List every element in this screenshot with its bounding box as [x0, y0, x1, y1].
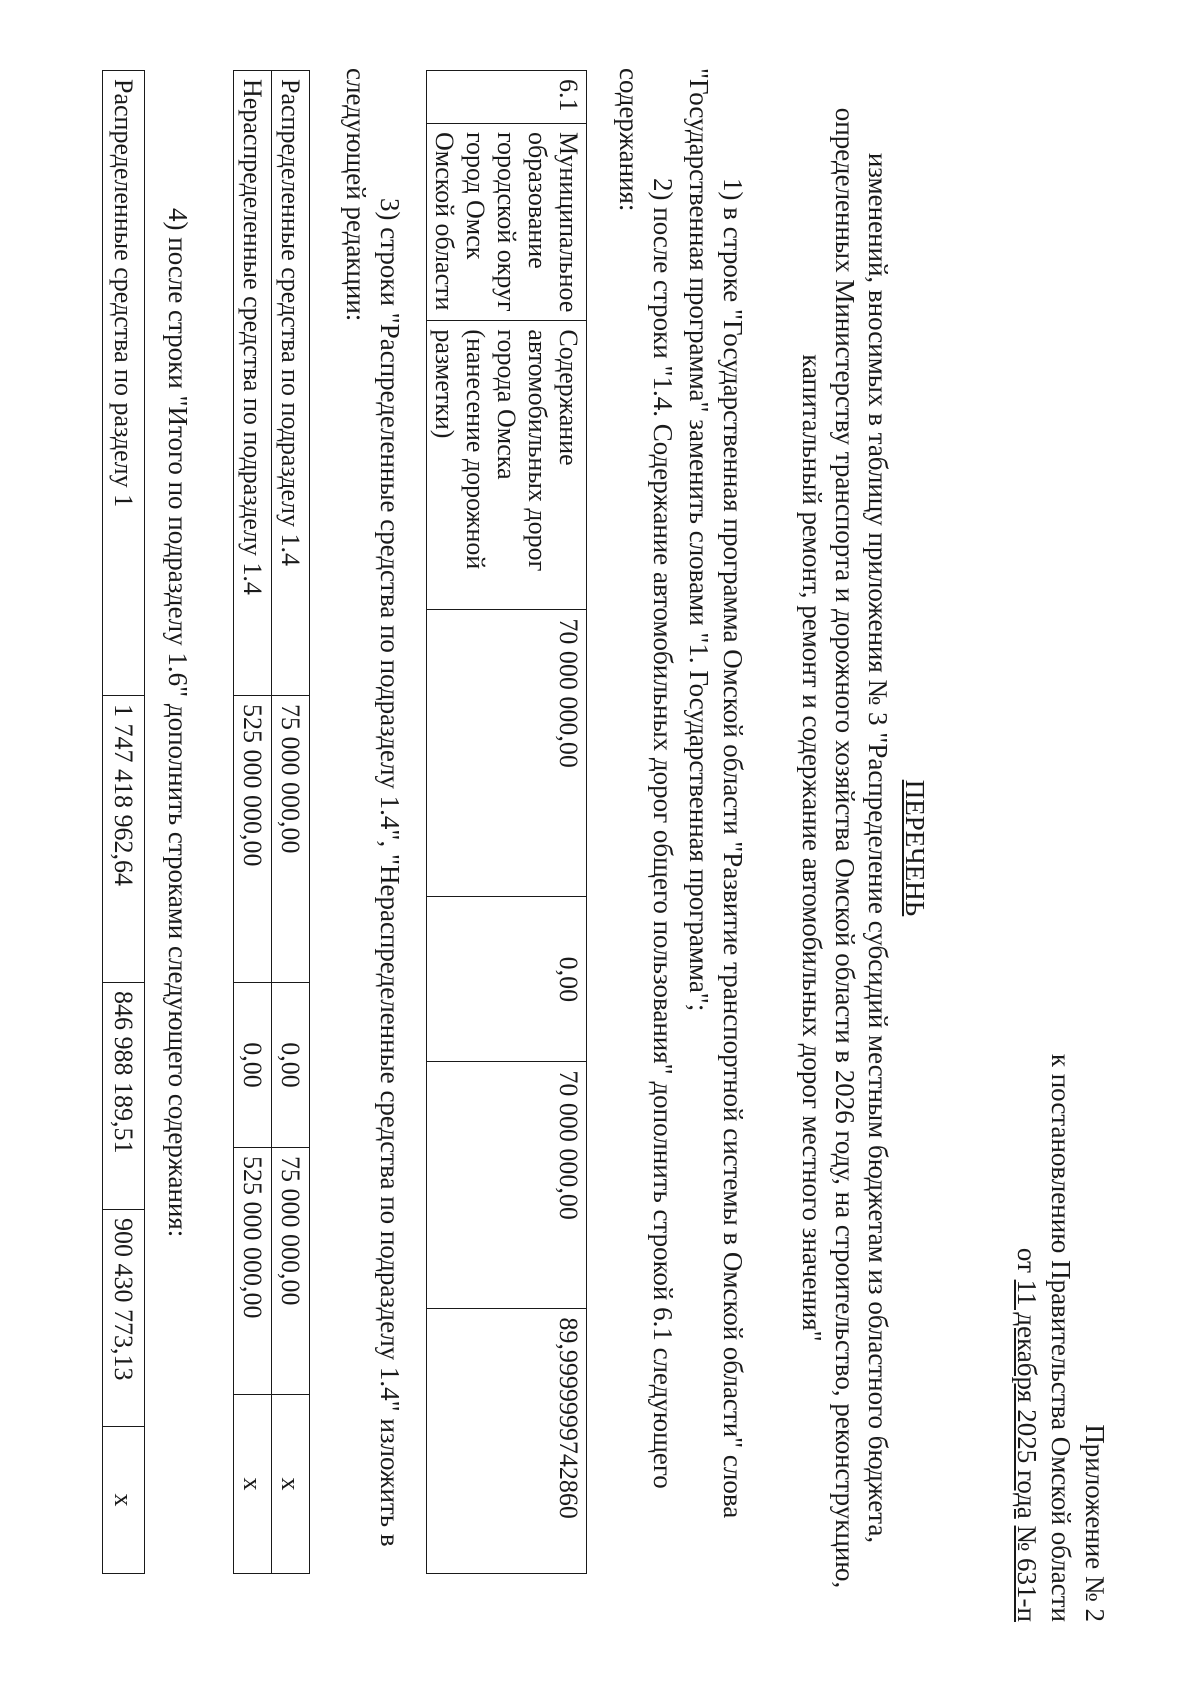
- resolution-date-line: от 11 декабря 2025 года № 631-п: [1012, 1247, 1042, 1622]
- amount-total-cell: 1 747 418 962,64: [103, 696, 145, 983]
- resolution-date: 11 декабря 2025 года: [1012, 1279, 1042, 1519]
- amount-2026-cell: 525 000 000,00: [234, 1148, 272, 1395]
- purpose-cell: Содержание автомобильных дорог города Омска (нанесение дорожной разметки): [427, 321, 587, 610]
- resolution-reference: к постановлению Правительства Омской области: [1046, 1053, 1076, 1622]
- table-row: [272, 71, 310, 1574]
- table-row: [427, 71, 587, 1574]
- change-item-4: 4) после строки "Итого по подразделу 1.6" дополнить строками следующего содержания:: [163, 208, 193, 1238]
- amount-2025-cell: 846 988 189,51: [103, 983, 145, 1210]
- amount-2026-cell: 70 000 000,00: [427, 1062, 587, 1309]
- row-number: 6.1: [427, 71, 587, 124]
- share-cell: x: [272, 1395, 310, 1574]
- document-title: ПЕРЕЧЕНЬ: [900, 779, 930, 917]
- amount-total-cell: 75 000 000,00: [272, 696, 310, 983]
- amount-2025-cell: 0,00: [272, 983, 310, 1148]
- share-cell: x: [103, 1427, 145, 1574]
- table-row-6-1: [426, 70, 587, 1574]
- recipient-cell: Муниципальное образование городской округ город Омск Омской области: [427, 124, 587, 321]
- table-section-1: [102, 70, 145, 1574]
- table-row: [234, 71, 272, 1574]
- amount-total-cell: 525 000 000,00: [234, 696, 272, 983]
- amount-2025-cell: 0,00: [234, 983, 272, 1148]
- share-cell: 89,9999999742860: [427, 1309, 587, 1574]
- appendix-number: Приложение № 2: [1080, 1424, 1110, 1622]
- share-cell: x: [234, 1395, 272, 1574]
- change-item-2: 2) после строки "1.4. Содержание автомобильных дорог общего пользования" дополнить строкой 6.1 следующего содержания:: [614, 68, 678, 1489]
- row-label: Распределенные средства по подразделу 1.4: [272, 71, 310, 696]
- amount-2026-cell: 900 430 773,13: [103, 1210, 145, 1427]
- header-block: [1010, 1054, 1112, 1622]
- row-label: Распределенные средства по разделу 1: [103, 71, 145, 696]
- amount-2025-cell: 0,00: [427, 897, 587, 1062]
- document-page: [30, 58, 1140, 1638]
- table-subsection-1-4: [233, 70, 310, 1574]
- row-label: Нераспределенные средства по подразделу 1.4: [234, 71, 272, 696]
- amount-2026-cell: 75 000 000,00: [272, 1148, 310, 1395]
- document-subtitle: изменений, вносимых в таблицу приложения № 3 "Распределение субсидий местным бюджетам из областного бюджета, определенных Министерству транспорта и дорожного хозяйства Омской области в 2026 году, на строительство, реконструкцию, капитальный ремонт, ремонт и содержание автомобильных дорог местного значения": [797, 107, 893, 1589]
- resolution-number: № 631-п: [1012, 1525, 1042, 1622]
- change-item-1: 1) в строке "Государственная программа Омской области "Развитие транспортной системы в Омской области" слова "Государственная программа" заменить словами "1. Государственная программа";: [684, 68, 748, 1519]
- amount-total-cell: 70 000 000,00: [427, 610, 587, 897]
- change-item-3: 3) строки "Распределенные средства по подразделу 1.4", "Нераспределенные средства по подразделу 1.4" изложить в следующей редакции:: [341, 68, 405, 1547]
- table-row: [103, 71, 145, 1574]
